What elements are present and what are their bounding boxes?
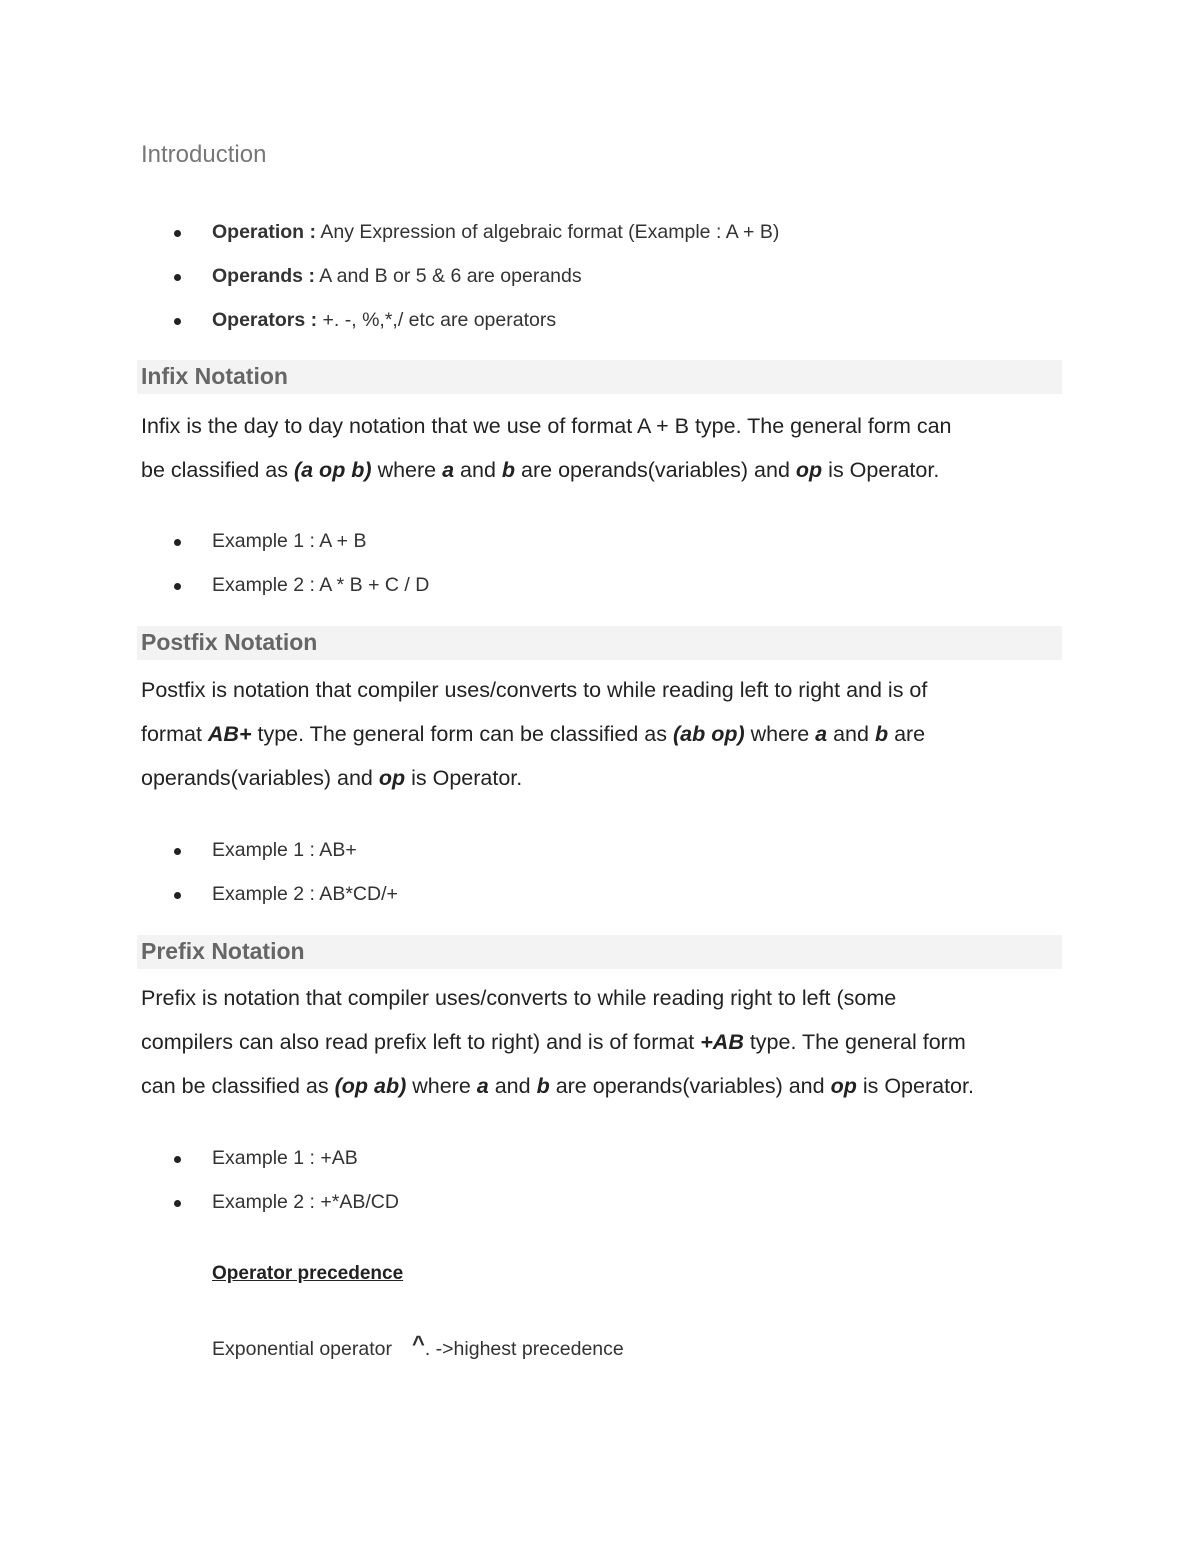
intro-title: Introduction: [141, 141, 267, 168]
bullet-icon: [174, 892, 181, 899]
text-run: where: [744, 722, 816, 746]
text-run: are operands(variables) and: [549, 1074, 831, 1098]
text-run: where: [406, 1074, 477, 1098]
list-item-text: Example 1 : +AB: [212, 1147, 358, 1169]
text-run: can be classified as: [141, 1074, 335, 1098]
paragraph-line: [141, 756, 522, 800]
emphasis-text: b: [501, 458, 516, 482]
list-item-text: Example 1 : A + B: [212, 530, 367, 552]
list-item-text: Example 2 : +*AB/CD: [212, 1191, 399, 1213]
emphasis-text: Operators :: [212, 309, 318, 331]
list-item: [212, 1147, 358, 1170]
paragraph-line: [141, 448, 939, 492]
list-item-text: Example 1 : AB+: [212, 839, 357, 861]
bullet-icon: [174, 230, 181, 237]
precedence-line: [212, 1331, 624, 1361]
emphasis-text: a: [442, 458, 455, 482]
list-item-text: Example 2 : A * B + C / D: [212, 574, 430, 596]
list-item: [212, 1191, 399, 1214]
text-run: be classified as: [141, 458, 294, 482]
emphasis-text: a: [815, 722, 828, 746]
paragraph-line: [141, 976, 896, 1020]
text-run: and: [827, 722, 875, 746]
paragraph-line: [141, 404, 952, 448]
emphasis-text: op: [378, 766, 406, 790]
text-run: Infix is the day to day notation that we use of format A + B type. The general form can: [141, 414, 952, 438]
emphasis-text: AB+: [207, 722, 252, 746]
section-heading: Prefix Notation: [141, 937, 305, 964]
text-run: are operands(variables) and: [515, 458, 796, 482]
text-run: is Operator.: [405, 766, 523, 790]
emphasis-text: b: [536, 1074, 550, 1098]
text-run: and: [488, 1074, 537, 1098]
text-run: operands(variables) and: [141, 766, 379, 790]
list-item-text: Example 2 : AB*CD/+: [212, 883, 398, 905]
text-run: is Operator.: [822, 458, 940, 482]
section-heading: Infix Notation: [141, 362, 288, 389]
text-run: A and B or 5 & 6 are operands: [314, 265, 582, 287]
bullet-icon: [174, 848, 181, 855]
section-heading: Postfix Notation: [141, 628, 318, 655]
bullet-icon: [174, 1200, 181, 1207]
bullet-icon: [174, 539, 181, 546]
text-run: compilers can also read prefix left to right) and is of format: [141, 1030, 701, 1054]
emphasis-text: Operands :: [212, 265, 315, 287]
bullet-icon: [174, 1156, 181, 1163]
text-run: +. -, %,*,/ etc are operators: [317, 309, 557, 331]
paragraph-line: [141, 1064, 974, 1108]
bullet-icon: [174, 274, 181, 281]
text-run: Any Expression of algebraic format (Example : A + B): [316, 221, 780, 243]
emphasis-text: +AB: [700, 1030, 744, 1054]
text-run: is Operator.: [856, 1074, 974, 1098]
emphasis-text: Operation :: [212, 221, 317, 243]
text-run: are: [888, 722, 926, 746]
text-run: and: [454, 458, 502, 482]
emphasis-text: (op ab): [334, 1074, 407, 1098]
text-run: Prefix is notation that compiler uses/converts to while reading right to left (some: [141, 986, 897, 1010]
emphasis-text: b: [874, 722, 889, 746]
emphasis-text: op: [830, 1074, 857, 1098]
list-item: [212, 265, 582, 288]
emphasis-text: (ab op): [672, 722, 745, 746]
list-item: [212, 883, 398, 906]
caret-symbol: ^: [411, 1331, 425, 1356]
paragraph-line: [141, 1020, 966, 1064]
precedence-desc: . ->highest precedence: [424, 1338, 624, 1360]
text-run: Postfix is notation that compiler uses/converts to while reading left to right and is of: [141, 678, 928, 702]
text-run: format: [141, 722, 208, 746]
emphasis-text: op: [795, 458, 823, 482]
text-run: type. The general form: [743, 1030, 966, 1054]
paragraph-line: [141, 668, 927, 712]
list-item: [212, 309, 556, 332]
section-heading-band: [137, 626, 1062, 660]
precedence-title: Operator precedence: [212, 1263, 404, 1284]
text-run: where: [371, 458, 443, 482]
paragraph-line: [141, 712, 925, 756]
section-heading-band: [137, 935, 1062, 969]
section-heading-band: [137, 360, 1062, 394]
precedence-label: Exponential operator: [212, 1338, 392, 1360]
list-item: [212, 221, 779, 244]
emphasis-text: (a op b): [293, 458, 372, 482]
bullet-icon: [174, 583, 181, 590]
list-item: [212, 530, 366, 553]
list-item: [212, 839, 357, 862]
text-run: type. The general form can be classified as: [251, 722, 673, 746]
list-item: [212, 574, 429, 597]
emphasis-text: a: [476, 1074, 489, 1098]
bullet-icon: [174, 318, 181, 325]
